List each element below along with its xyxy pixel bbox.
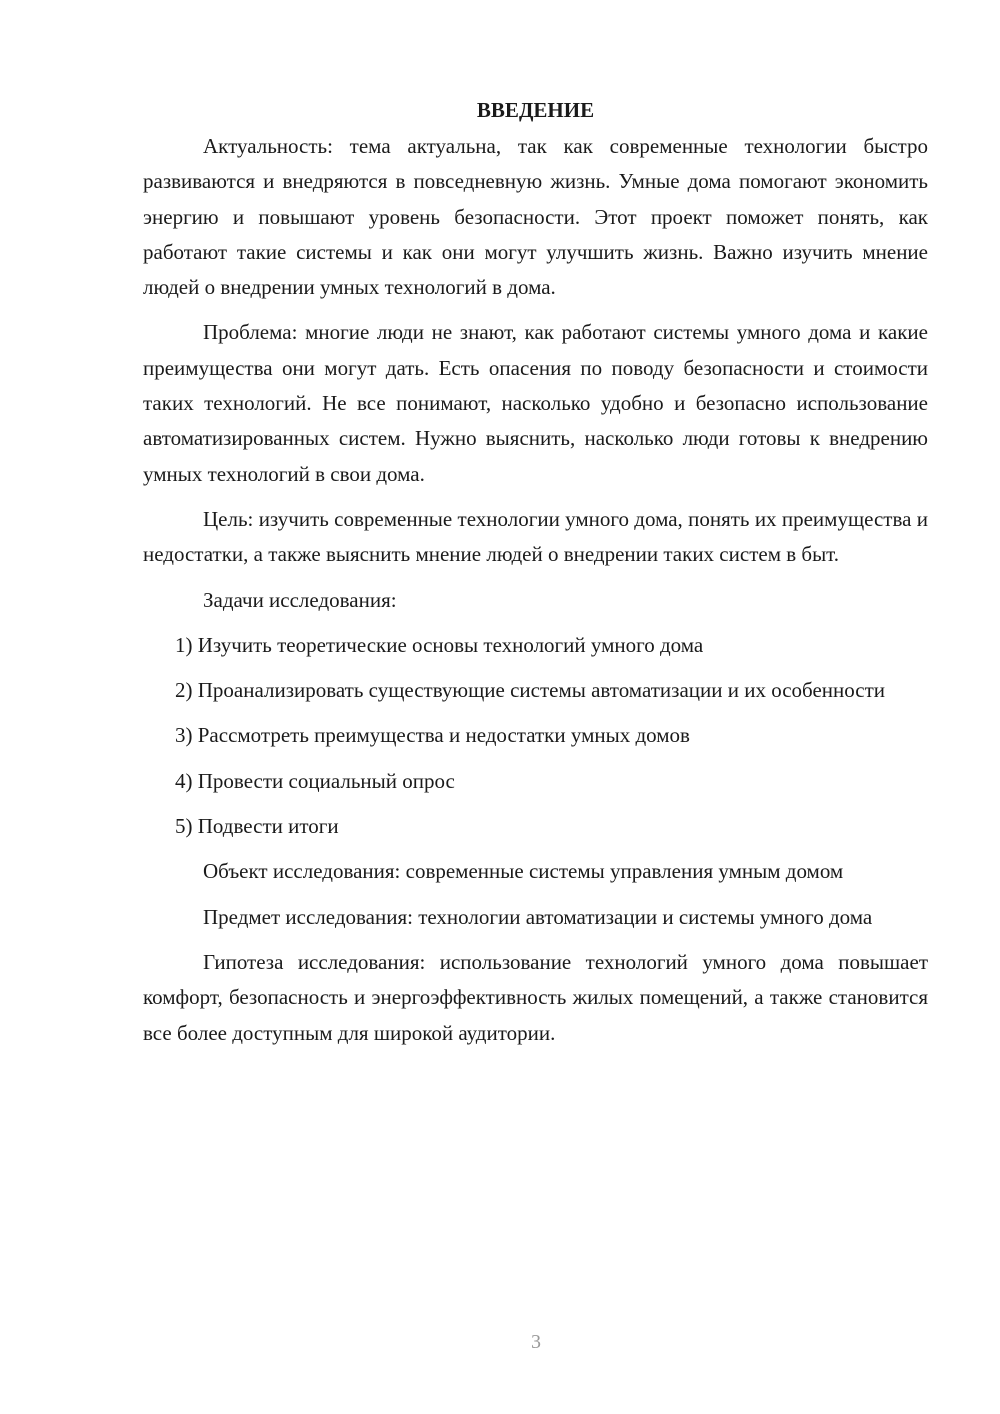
task-item: 2) Проанализировать существующие системы автоматизации и их особенности — [175, 678, 886, 703]
problem-paragraph: Проблема: многие люди не знают, как работают системы умного дома и какие преимущества они могут дать. Есть опасения по поводу безопасности и стоимости таких технологий. Не все понимают, насколько удобно и безопасно использование автоматизированных систем. Нужно выяснить, насколько люди готовы к внедрению умных технологий в свои дома. — [143, 320, 928, 486]
task-item: 1) Изучить теоретические основы технологий умного дома — [175, 632, 704, 657]
relevance-paragraph: Актуальность: тема актуальна, так как современные технологии быстро развиваются и внедряются в повседневную жизнь. Умные дома помогают экономить энергию и повышают уровень безопасности. Этот проект поможет понять, как работают такие системы и как они могут улучшить жизнь. Важно изучить мнение людей о внедрении умных технологий в дома. — [143, 134, 928, 300]
task-item: 5) Подвести итоги — [175, 814, 339, 839]
tasks-heading: Задачи исследования: — [203, 587, 397, 612]
page-content — [143, 93, 928, 1061]
task-item: 4) Провести социальный опрос — [175, 768, 455, 793]
page-number: 3 — [531, 1331, 541, 1353]
object-paragraph: Объект исследования: современные системы управления умным домом — [203, 859, 844, 884]
section-title: ВВЕДЕНИЕ — [476, 98, 595, 122]
goal-paragraph: Цель: изучить современные технологии умного дома, понять их преимущества и недостатки, а также выяснить мнение людей о внедрении таких систем в быт. — [143, 506, 928, 567]
task-item: 3) Рассмотреть преимущества и недостатки умных домов — [175, 723, 690, 748]
hypothesis-paragraph: Гипотеза исследования: использование технологий умного дома повышает комфорт, безопасность и энергоэффективность жилых помещений, а также становится все более доступным для широкой аудитории. — [143, 949, 928, 1045]
subject-paragraph: Предмет исследования: технологии автоматизации и системы умного дома — [203, 904, 873, 929]
